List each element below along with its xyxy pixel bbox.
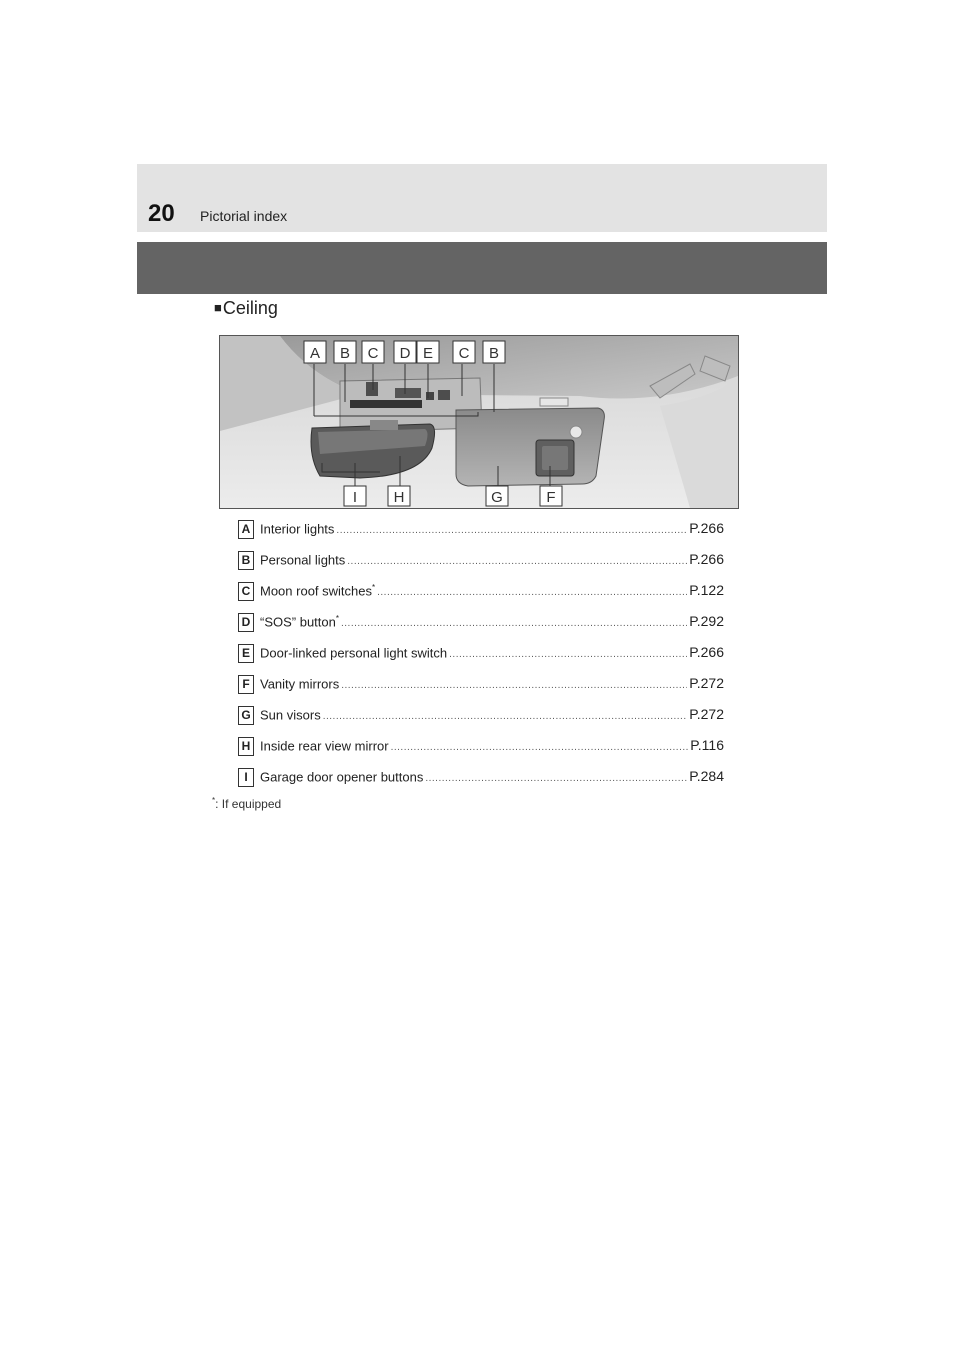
legend-letter: I (238, 768, 254, 787)
legend-list (238, 518, 724, 797)
header-title: Pictorial index (200, 208, 288, 224)
interior-light-lens (350, 400, 422, 408)
legend-letter: B (238, 551, 254, 570)
callout-label-f: F (546, 489, 556, 506)
leader-dots (425, 773, 687, 784)
legend-page-ref[interactable]: P.292 (689, 613, 724, 629)
footnote-marker: * (212, 796, 216, 805)
leader-dots (341, 618, 687, 629)
callout-label-i: I (352, 489, 358, 506)
legend-item-g (238, 704, 724, 735)
footnote (212, 796, 281, 811)
legend-label (260, 614, 339, 629)
callout-label-b: B (339, 345, 351, 362)
legend-letter: G (238, 706, 254, 725)
legend-asterisk: * (335, 613, 339, 623)
callout-label-e: E (422, 345, 434, 362)
legend-letter: A (238, 520, 254, 539)
callout-label-h: H (393, 489, 405, 506)
callout-label-c: C (367, 345, 379, 362)
leader-dots (377, 587, 687, 598)
legend-item-e (238, 642, 724, 673)
legend-page-ref[interactable]: P.284 (689, 768, 724, 784)
legend-item-d (238, 611, 724, 642)
legend-label-text: Moon roof switches (260, 583, 372, 598)
legend-label (260, 521, 334, 536)
vanity-mirror-glass (542, 446, 568, 470)
legend-row (260, 551, 724, 567)
legend-label (260, 552, 345, 567)
section-banner (137, 242, 827, 294)
legend-letter: C (238, 582, 254, 601)
page-number: 20 (148, 200, 175, 227)
legend-label (260, 738, 389, 753)
legend-page-ref[interactable]: P.122 (689, 582, 724, 598)
leader-dots (449, 649, 687, 660)
leader-dots (341, 680, 687, 691)
legend-letter: D (238, 613, 254, 632)
sos-button (395, 388, 421, 398)
legend-label (260, 769, 423, 784)
callouts-top (304, 341, 505, 363)
door-light-switch (426, 392, 434, 400)
section-title (214, 298, 278, 319)
legend-row (260, 675, 724, 691)
legend-label-text: Sun visors (260, 707, 321, 722)
legend-item-i (238, 766, 724, 797)
legend-label (260, 676, 339, 691)
legend-row (260, 613, 724, 629)
ceiling-illustration-svg (220, 336, 738, 508)
legend-letter: E (238, 644, 254, 663)
legend-item-h (238, 735, 724, 766)
legend-page-ref[interactable]: P.272 (689, 706, 724, 722)
legend-page-ref[interactable]: P.272 (689, 675, 724, 691)
legend-label-text: Inside rear view mirror (260, 738, 389, 753)
leader-dots (347, 556, 687, 567)
legend-item-b (238, 549, 724, 580)
legend-row (260, 644, 724, 660)
callout-label-c2: C (458, 345, 470, 362)
legend-label-text: Vanity mirrors (260, 676, 340, 691)
legend-page-ref[interactable]: P.116 (690, 737, 724, 753)
legend-row (260, 768, 724, 784)
legend-row (260, 582, 724, 598)
legend-label (260, 707, 321, 722)
legend-page-ref[interactable]: P.266 (689, 551, 724, 567)
mirror-mount (370, 420, 398, 430)
legend-item-c (238, 580, 724, 611)
legend-row (260, 520, 724, 536)
legend-label (260, 583, 375, 598)
legend-item-f (238, 673, 724, 704)
legend-row (260, 737, 724, 753)
legend-label-text: “SOS” button (260, 614, 336, 629)
section-title-text: Ceiling (222, 298, 278, 318)
legend-page-ref[interactable]: P.266 (689, 644, 724, 660)
footnote-text: : If equipped (215, 797, 282, 811)
legend-letter: F (238, 675, 254, 694)
legend-asterisk: * (372, 582, 376, 592)
leader-dots (391, 742, 689, 753)
visor-clip (570, 426, 582, 438)
callout-label-b2: B (488, 345, 500, 362)
legend-label (260, 645, 447, 660)
legend-label-text: Personal lights (260, 552, 346, 567)
leader-dots (336, 525, 687, 536)
legend-letter: H (238, 737, 254, 756)
legend-label-text: Garage door opener buttons (260, 769, 424, 784)
legend-label-text: Interior lights (260, 521, 335, 536)
callout-label-g: G (491, 489, 503, 506)
legend-label-text: Door-linked personal light switch (260, 645, 448, 660)
callout-label-d: D (399, 345, 411, 362)
legend-item-a (238, 518, 724, 549)
moon-roof-switch-left (366, 382, 378, 396)
legend-row (260, 706, 724, 722)
leader-dots (323, 711, 688, 722)
callout-label-a: A (309, 345, 321, 362)
sun-visor (456, 408, 604, 486)
legend-page-ref[interactable]: P.266 (689, 520, 724, 536)
section-bullet: ■ (214, 300, 222, 315)
personal-light-rear (540, 398, 568, 406)
ceiling-illustration (219, 335, 739, 509)
moon-roof-switch-right (438, 390, 450, 400)
